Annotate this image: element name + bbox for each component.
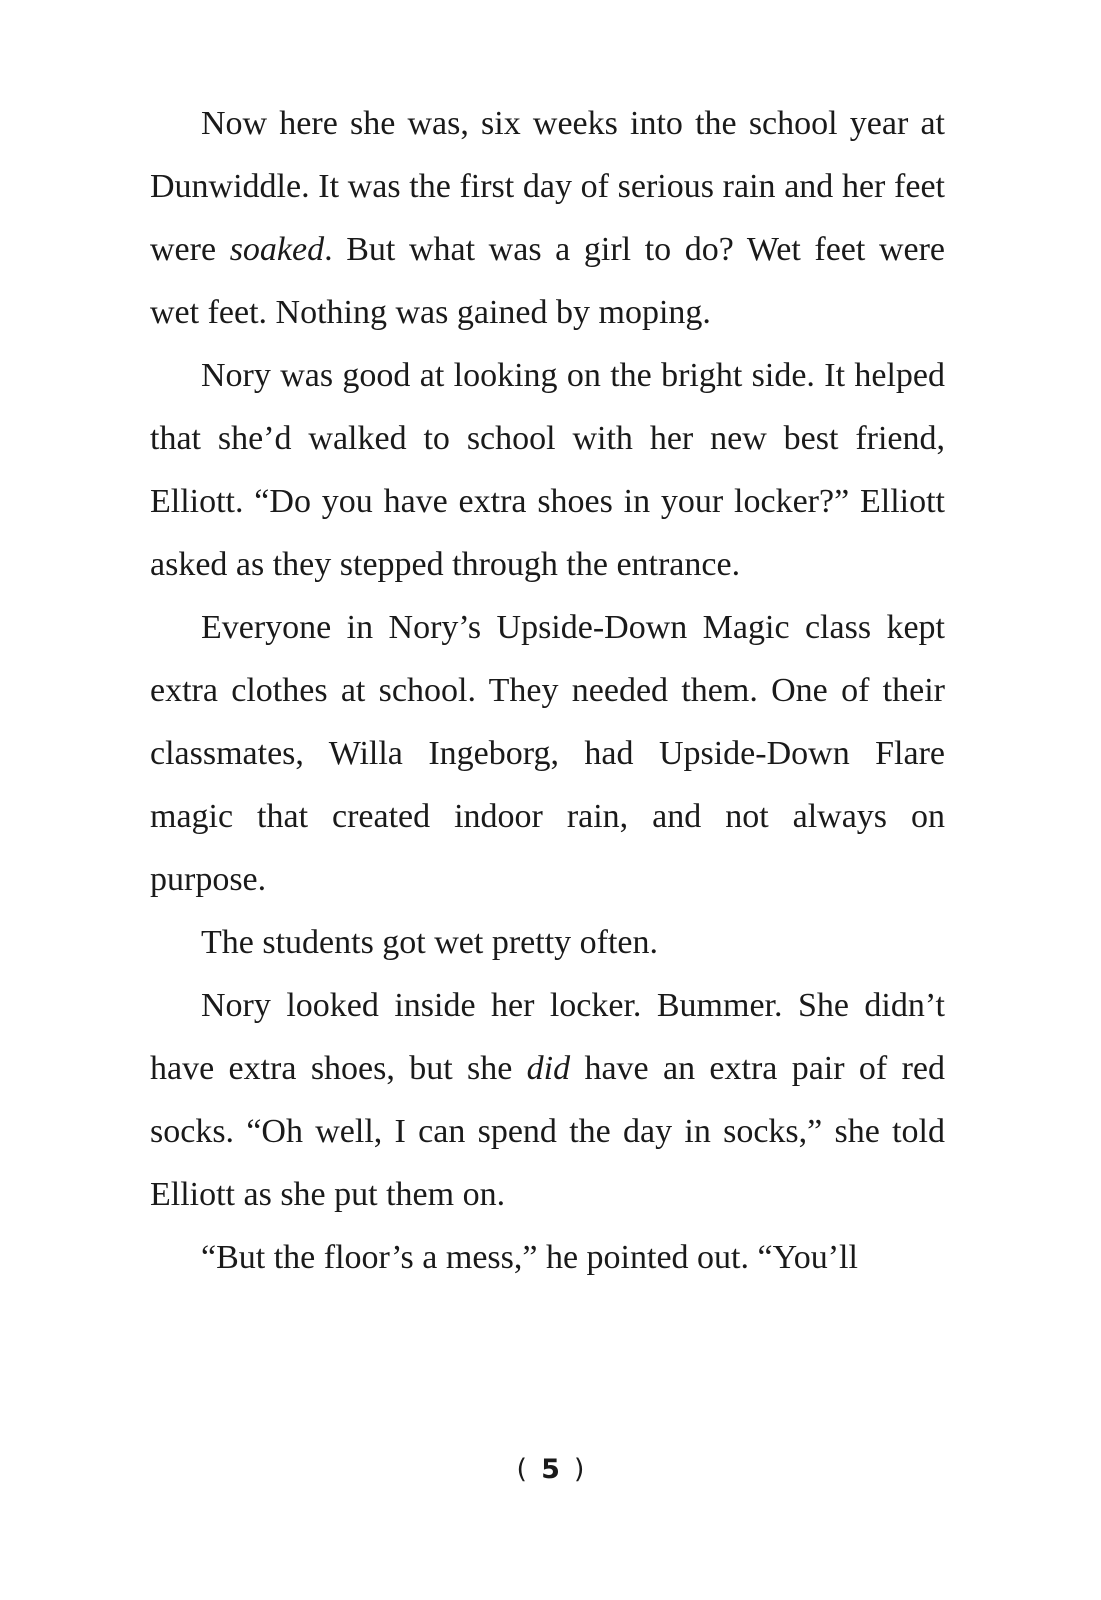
paragraph-4 <box>150 911 945 974</box>
paragraph-text: . But what was a girl to do? Wet feet were wet feet. Nothing was gained by moping. <box>150 231 946 331</box>
paragraph-text: Now here she was, six weeks into the school year at Dunwiddle. It was the first day of serious rain and her feet were <box>150 105 945 268</box>
paragraph-text: Everyone in Nory’s Upside-Down Magic class kept extra clothes at school. They needed them. One of their classmates, Willa Ingeborg, had Upside-Down Flare magic that created indoor rain, and not always on purpose. <box>150 609 945 898</box>
emphasis-did: did <box>526 1050 571 1087</box>
page-number: 5 <box>541 1454 560 1485</box>
emphasis-soaked: soaked <box>229 231 325 268</box>
paragraph-5 <box>150 974 945 1226</box>
folio-open-paren: ( <box>516 1454 528 1485</box>
paragraph-text: have an extra pair of red socks. “Oh well, I can spend the day in socks,” she told Elliott as she put them on. <box>150 1050 945 1213</box>
paragraph-1 <box>150 92 945 344</box>
paragraph-text: Nory looked inside her locker. Bummer. She didn’t have extra shoes, but she <box>150 987 945 1087</box>
page-number-footer <box>0 1450 1101 1490</box>
paragraph-2 <box>150 344 945 596</box>
paragraph-text: The students got wet pretty often. <box>201 924 659 961</box>
page-body <box>150 92 945 1289</box>
paragraph-3 <box>150 596 945 911</box>
paragraph-text: “But the floor’s a mess,” he pointed out. “You’ll <box>201 1239 858 1276</box>
paragraph-text: Nory was good at looking on the bright side. It helped that she’d walked to school with her new best friend, Elliott. “Do you have extra shoes in your locker?” Elliott asked as they stepped through the entrance. <box>150 357 945 583</box>
paragraph-6 <box>150 1226 945 1289</box>
folio-close-paren: ) <box>573 1454 585 1485</box>
